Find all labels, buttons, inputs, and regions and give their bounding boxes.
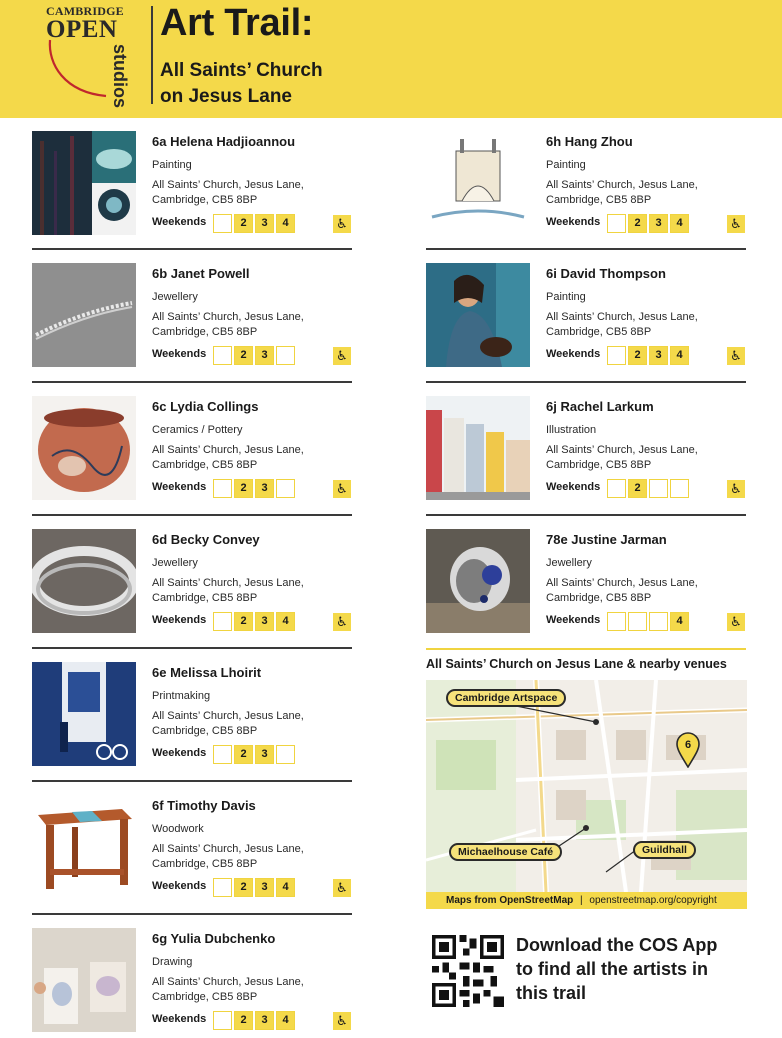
artist-address-line1: All Saints’ Church, Jesus Lane, <box>546 444 698 456</box>
print-street-thumbnail <box>32 662 136 766</box>
artist-name: 6b Janet Powell <box>152 266 250 281</box>
artist-category: Painting <box>546 291 586 303</box>
artist-address-line2: Cambridge, CB5 8BP <box>546 592 652 604</box>
artist-category: Printmaking <box>152 690 211 702</box>
map-pin-number: 6 <box>684 739 692 751</box>
artist-card-6i <box>426 263 746 369</box>
card-divider <box>32 381 352 383</box>
artist-category: Painting <box>152 159 192 171</box>
weekend-box-2: 2 <box>234 214 253 233</box>
weekend-box-1 <box>213 878 232 897</box>
card-divider <box>32 913 352 915</box>
artist-address-line1: All Saints’ Church, Jesus Lane, <box>152 179 304 191</box>
artist-category: Drawing <box>152 956 193 968</box>
card-divider <box>32 780 352 782</box>
wheelchair-icon: ♿ <box>727 347 745 365</box>
artist-address-line2: Cambridge, CB5 8BP <box>152 326 258 338</box>
weekends-label: Weekends <box>546 348 601 360</box>
map-credit-separator: | <box>580 895 583 906</box>
weekend-box-3: 3 <box>255 214 274 233</box>
weekend-box-2: 2 <box>234 745 253 764</box>
drawing-thumbnail <box>32 928 136 1032</box>
artist-address-line1: All Saints’ Church, Jesus Lane, <box>152 710 304 722</box>
artist-address-line2: Cambridge, CB5 8BP <box>546 459 652 471</box>
artist-category: Jewellery <box>152 291 198 303</box>
ring-thumbnail <box>426 529 530 633</box>
weekends-label: Weekends <box>152 1013 207 1025</box>
weekend-box-4: 4 <box>670 612 689 631</box>
wheelchair-icon: ♿ <box>333 347 351 365</box>
weekend-box-3: 3 <box>649 346 668 365</box>
weekend-box-1 <box>213 745 232 764</box>
weekend-box-2: 2 <box>234 346 253 365</box>
card-divider <box>32 514 352 516</box>
artist-address-line1: All Saints’ Church, Jesus Lane, <box>152 444 304 456</box>
weekends-label: Weekends <box>152 216 207 228</box>
artist-address-line2: Cambridge, CB5 8BP <box>546 326 652 338</box>
artist-address-line2: Cambridge, CB5 8BP <box>152 459 258 471</box>
artist-address-line2: Cambridge, CB5 8BP <box>546 194 652 206</box>
app-promo-line3: this trail <box>516 983 587 1003</box>
artist-name: 6j Rachel Larkum <box>546 399 654 414</box>
street-illustration-thumbnail <box>426 396 530 500</box>
artist-category: Ceramics / Pottery <box>152 424 243 436</box>
weekend-box-3: 3 <box>255 612 274 631</box>
artist-name: 6h Hang Zhou <box>546 134 633 149</box>
qr-code-icon[interactable] <box>432 935 504 1007</box>
artist-address-line2: Cambridge, CB5 8BP <box>152 194 258 206</box>
weekend-box-2: 2 <box>628 479 647 498</box>
logo-studios-text: studios <box>110 44 130 109</box>
artist-name: 6d Becky Convey <box>152 532 260 547</box>
weekends-label: Weekends <box>546 614 601 626</box>
map-credit-link[interactable]: openstreetmap.org/copyright <box>589 895 717 906</box>
weekend-box-4: 4 <box>276 214 295 233</box>
artist-card-78e <box>426 529 746 635</box>
wooden-table-thumbnail <box>32 795 136 899</box>
wheelchair-icon: ♿ <box>333 480 351 498</box>
artist-card-6f <box>32 795 352 901</box>
weekend-box-2: 2 <box>234 479 253 498</box>
weekend-box-4 <box>276 479 295 498</box>
artist-card-6e <box>32 662 352 768</box>
app-promo-line1: Download the COS App <box>516 935 718 955</box>
painting-thumbnail <box>32 131 136 235</box>
weekend-box-3: 3 <box>255 479 274 498</box>
artist-name: 6c Lydia Collings <box>152 399 259 414</box>
artist-address-line2: Cambridge, CB5 8BP <box>152 991 258 1003</box>
artist-category: Jewellery <box>546 557 592 569</box>
map-pin-icon[interactable] <box>676 732 700 773</box>
artist-name: 78e Justine Jarman <box>546 532 667 547</box>
weekend-box-1 <box>213 346 232 365</box>
weekend-box-2: 2 <box>628 214 647 233</box>
artist-card-6a <box>32 131 352 237</box>
weekend-box-3: 3 <box>649 214 668 233</box>
bridge-sketch-thumbnail <box>426 131 530 235</box>
artist-name: 6i David Thompson <box>546 266 666 281</box>
pottery-bowl-thumbnail <box>32 396 136 500</box>
cambridge-open-studios-logo <box>44 4 144 109</box>
weekend-box-2 <box>628 612 647 631</box>
silver-bangle-thumbnail <box>32 529 136 633</box>
weekend-box-2: 2 <box>234 878 253 897</box>
map-label-guildhall[interactable]: Guildhall <box>633 841 696 859</box>
map-label-artspace[interactable]: Cambridge Artspace <box>446 689 566 707</box>
weekends-label: Weekends <box>546 481 601 493</box>
weekends-label: Weekends <box>152 880 207 892</box>
weekends-label: Weekends <box>546 216 601 228</box>
weekend-box-3 <box>649 612 668 631</box>
necklace-thumbnail <box>32 263 136 367</box>
artist-address-line2: Cambridge, CB5 8BP <box>152 858 258 870</box>
page-title: Art Trail: <box>160 2 314 44</box>
artist-address-line1: All Saints’ Church, Jesus Lane, <box>546 311 698 323</box>
weekends-label: Weekends <box>152 747 207 759</box>
header-divider <box>151 6 153 104</box>
artist-address-line1: All Saints’ Church, Jesus Lane, <box>546 179 698 191</box>
artist-address-line1: All Saints’ Church, Jesus Lane, <box>152 976 304 988</box>
card-divider <box>426 248 746 250</box>
weekend-box-1 <box>213 479 232 498</box>
wheelchair-icon: ♿ <box>333 879 351 897</box>
weekend-box-2: 2 <box>234 1011 253 1030</box>
artist-name: 6g Yulia Dubchenko <box>152 931 276 946</box>
artist-card-6d <box>32 529 352 635</box>
weekend-box-4 <box>276 346 295 365</box>
weekend-box-1 <box>213 612 232 631</box>
artist-address-line1: All Saints’ Church, Jesus Lane, <box>152 577 304 589</box>
weekend-box-1 <box>607 612 626 631</box>
artist-category: Painting <box>546 159 586 171</box>
weekend-box-3: 3 <box>255 745 274 764</box>
weekend-box-3: 3 <box>255 878 274 897</box>
weekend-box-4: 4 <box>670 346 689 365</box>
wheelchair-icon: ♿ <box>333 1012 351 1030</box>
artist-card-6c <box>32 396 352 502</box>
artist-name: 6a Helena Hadjioannou <box>152 134 296 149</box>
weekends-label: Weekends <box>152 481 207 493</box>
artist-address-line1: All Saints’ Church, Jesus Lane, <box>152 311 304 323</box>
artist-card-6j <box>426 396 746 502</box>
wheelchair-icon: ♿ <box>333 613 351 631</box>
card-divider <box>426 381 746 383</box>
map-credit <box>426 892 747 909</box>
map-label-cafe[interactable]: Michaelhouse Café <box>449 843 562 861</box>
weekend-box-4: 4 <box>276 1011 295 1030</box>
map-title: All Saints’ Church on Jesus Lane & nearby venues <box>426 657 727 671</box>
app-promo-line2: to find all the artists in <box>516 959 709 979</box>
weekend-box-1 <box>213 1011 232 1030</box>
artist-address-line1: All Saints’ Church, Jesus Lane, <box>152 843 304 855</box>
weekend-box-2: 2 <box>628 346 647 365</box>
header-banner <box>0 0 782 118</box>
artist-card-6b <box>32 263 352 369</box>
weekend-box-4 <box>276 745 295 764</box>
artist-card-6h <box>426 131 746 237</box>
weekend-box-3: 3 <box>255 346 274 365</box>
weekends-label: Weekends <box>152 614 207 626</box>
artist-address-line1: All Saints’ Church, Jesus Lane, <box>546 577 698 589</box>
card-divider <box>32 647 352 649</box>
weekend-box-1 <box>607 346 626 365</box>
weekends-label: Weekends <box>152 348 207 360</box>
wheelchair-icon: ♿ <box>727 215 745 233</box>
artist-address-line2: Cambridge, CB5 8BP <box>152 725 258 737</box>
weekend-box-3: 3 <box>255 1011 274 1030</box>
artist-category: Woodwork <box>152 823 204 835</box>
page-subtitle-line1: All Saints’ Church <box>160 60 323 81</box>
artist-card-6g <box>32 928 352 1034</box>
weekend-box-3 <box>649 479 668 498</box>
weekend-box-2: 2 <box>234 612 253 631</box>
weekend-box-4: 4 <box>276 612 295 631</box>
weekend-box-1 <box>607 214 626 233</box>
artist-name: 6e Melissa Lhoirit <box>152 665 262 680</box>
logo-cambridge-text: CAMBRIDGE <box>46 4 124 18</box>
map-credit-source: Maps from OpenStreetMap <box>446 895 574 906</box>
portrait-painting-thumbnail <box>426 263 530 367</box>
page-subtitle-line2: on Jesus Lane <box>160 86 292 107</box>
wheelchair-icon: ♿ <box>333 215 351 233</box>
artist-name: 6f Timothy Davis <box>152 798 256 813</box>
weekend-box-4: 4 <box>276 878 295 897</box>
weekend-box-4 <box>670 479 689 498</box>
weekend-box-4: 4 <box>670 214 689 233</box>
card-divider <box>426 514 746 516</box>
weekend-box-1 <box>213 214 232 233</box>
card-divider <box>32 248 352 250</box>
wheelchair-icon: ♿ <box>727 613 745 631</box>
artist-address-line2: Cambridge, CB5 8BP <box>152 592 258 604</box>
artist-category: Illustration <box>546 424 597 436</box>
logo-open-text: OPEN <box>46 16 118 43</box>
map-top-divider <box>426 648 746 650</box>
wheelchair-icon: ♿ <box>727 480 745 498</box>
artist-category: Jewellery <box>152 557 198 569</box>
weekend-box-1 <box>607 479 626 498</box>
